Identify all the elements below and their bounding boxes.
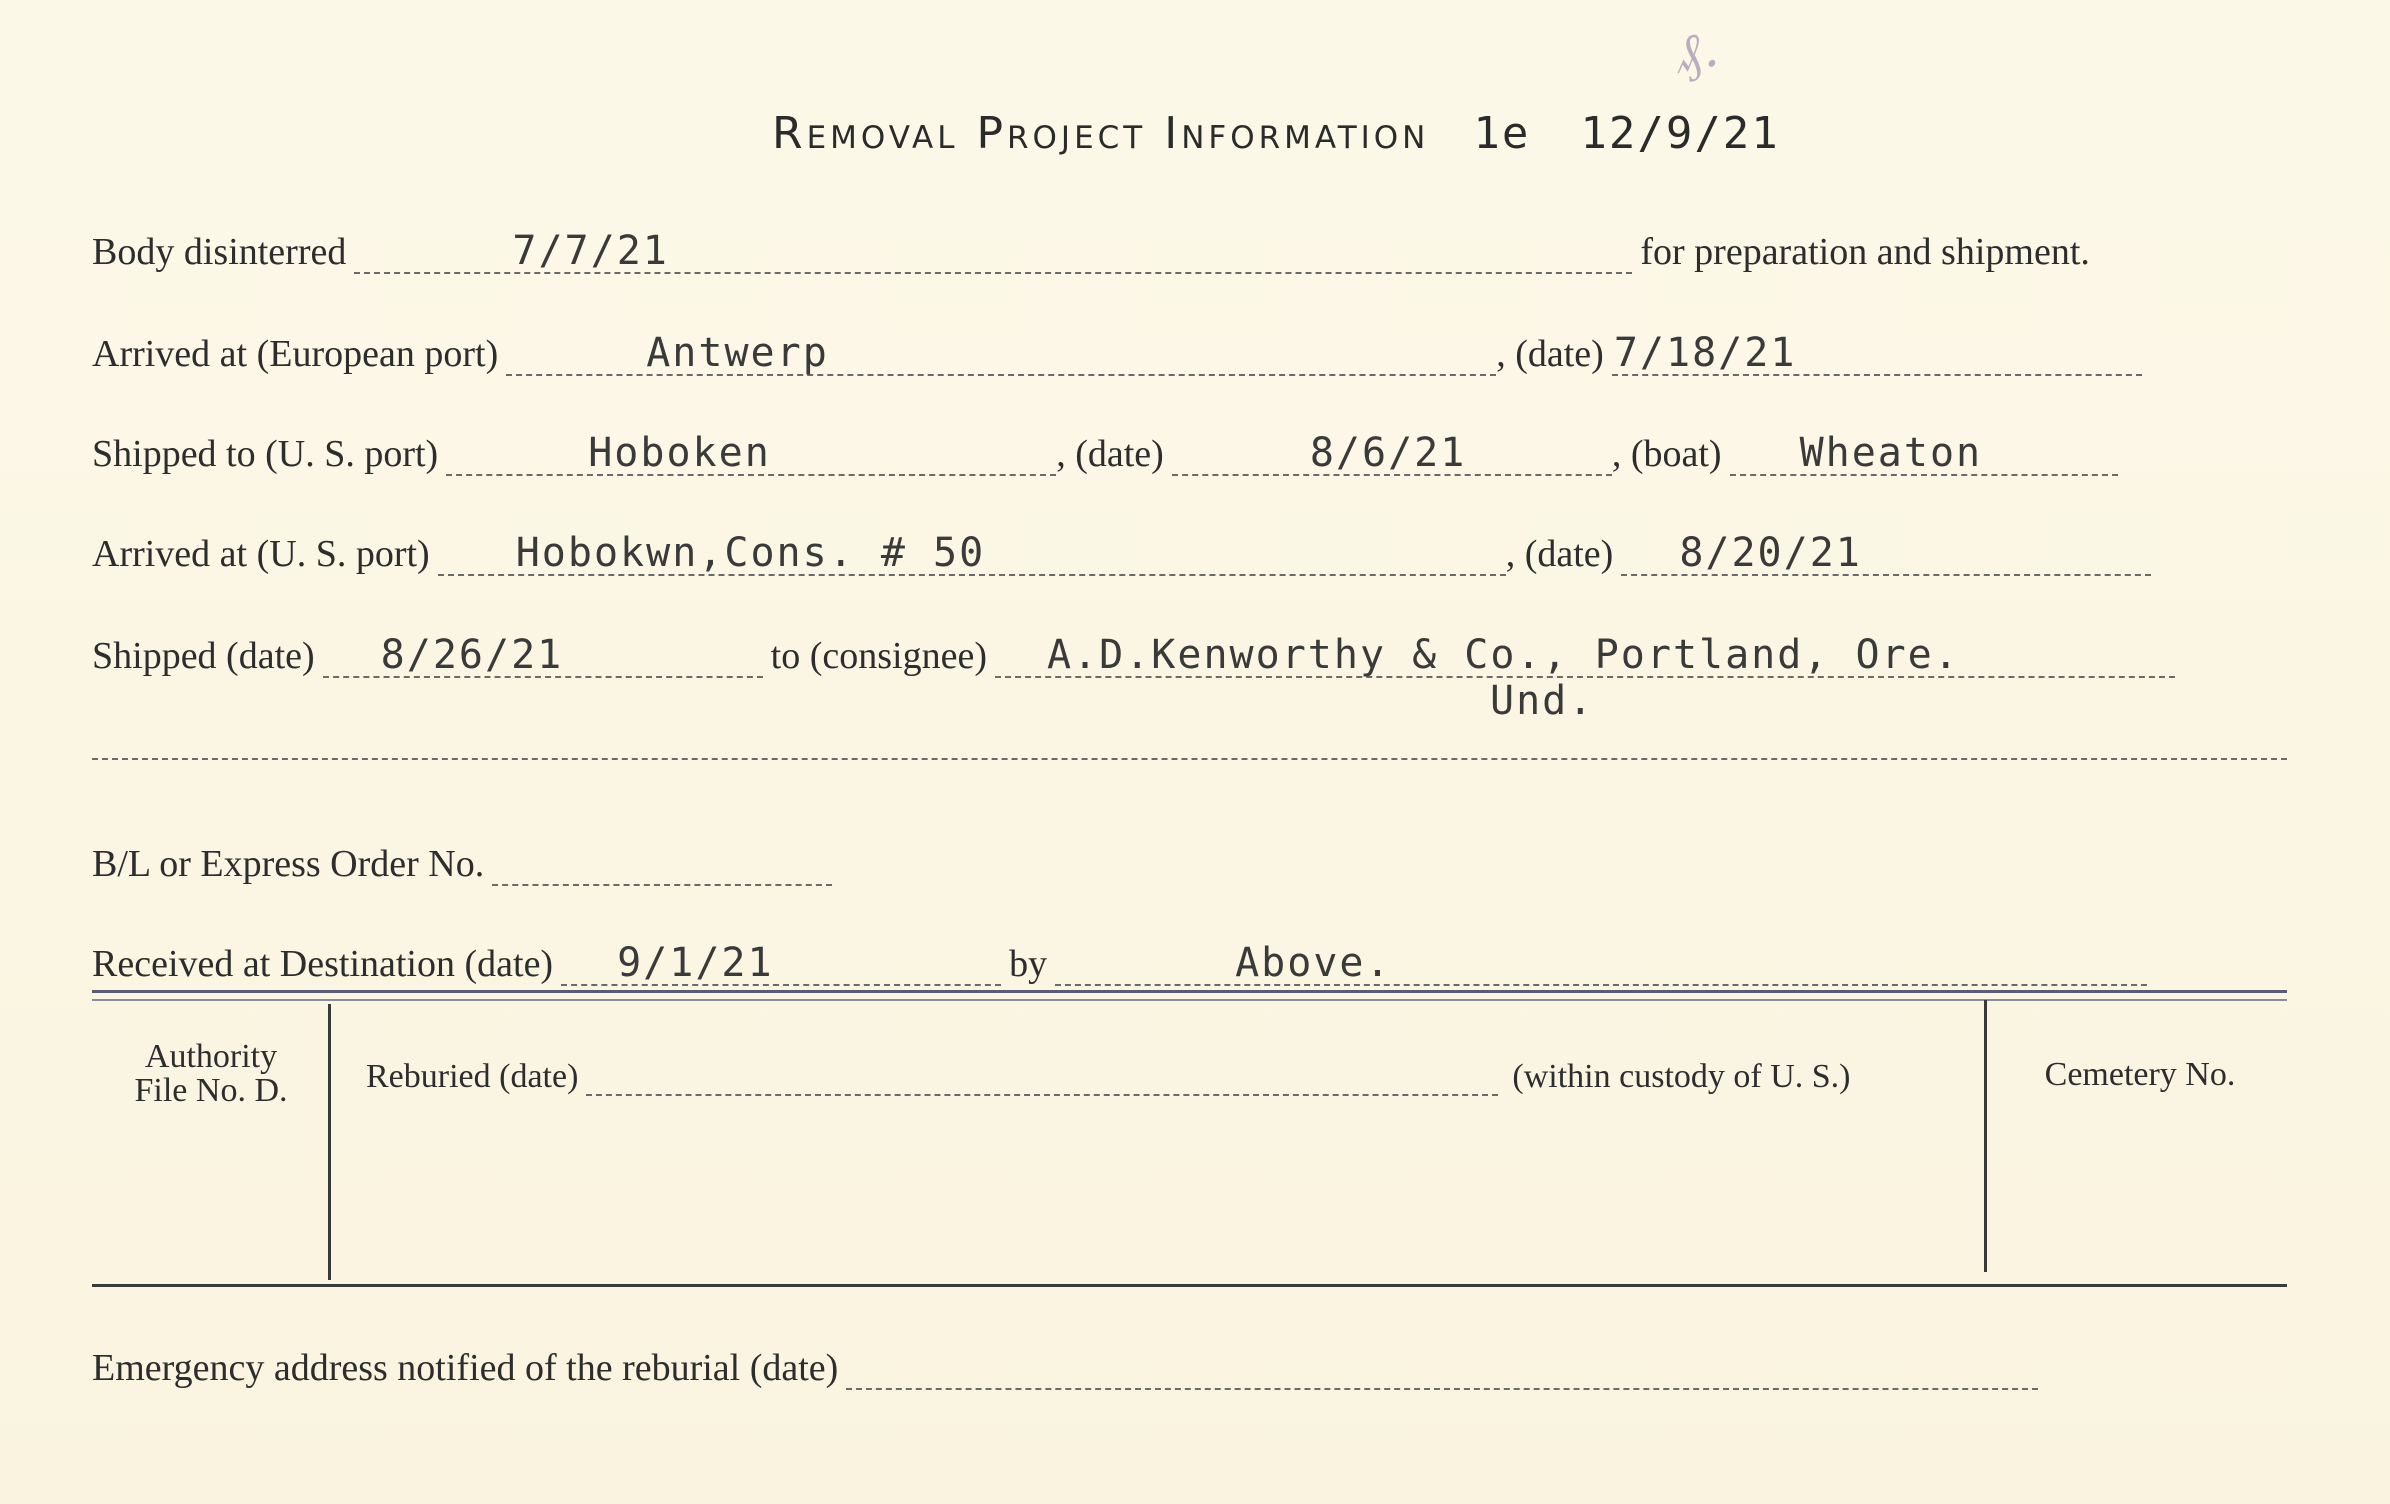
label-received: Received at Destination (date)	[92, 943, 554, 985]
field-arrived-europe[interactable]	[506, 330, 1496, 376]
row-arrived-europe	[92, 316, 2292, 376]
value-arrived-us-date: 8/20/21	[1679, 530, 1862, 576]
row-shipped-us	[92, 416, 2292, 476]
row-arrived-us	[92, 516, 2292, 576]
table-bottom-rule	[92, 1284, 2287, 1287]
value-received-date: 9/1/21	[617, 940, 774, 986]
field-shipped-us-date[interactable]	[1172, 430, 1612, 476]
label-disinterred-suffix: for preparation and shipment.	[1640, 231, 2090, 273]
value-received-by: Above.	[1235, 940, 1392, 986]
value-arrived-europe: Antwerp	[646, 330, 829, 376]
label-disinterred: Body disinterred	[92, 231, 347, 273]
label-consignee: to (consignee)	[770, 635, 987, 677]
field-reburied[interactable]	[586, 1064, 1498, 1096]
value-shipped-us: Hoboken	[588, 430, 771, 476]
row-reburied	[366, 1058, 1859, 1096]
field-consignee[interactable]	[995, 632, 2175, 678]
label-arrived-europe: Arrived at (European port)	[92, 333, 499, 375]
value-consignee-line2: Und.	[1490, 678, 1595, 724]
label-reburied: Reburied (date)	[366, 1058, 579, 1095]
field-disinterred[interactable]	[354, 228, 1632, 274]
field-received-date[interactable]	[561, 940, 1001, 986]
label-arrived-us: Arrived at (U. S. port)	[92, 533, 430, 575]
value-arrived-europe-date: 7/18/21	[1613, 330, 1797, 376]
field-shipped-us[interactable]	[446, 430, 1056, 476]
row-received	[92, 926, 2292, 986]
row-shipped	[92, 618, 2292, 678]
field-emergency[interactable]	[846, 1350, 2038, 1390]
label-shipped-us-date: , (date)	[1056, 433, 1164, 475]
field-arrived-us-date[interactable]	[1621, 530, 2151, 576]
label-cemetery-no: Cemetery No.	[2044, 1056, 2236, 1093]
label-shipped-us: Shipped to (U. S. port)	[92, 433, 439, 475]
header-code: 1e	[1473, 108, 1531, 159]
value-disinterred: 7/7/21	[512, 228, 669, 274]
table-top-rule	[92, 990, 2287, 1001]
value-shipped-us-date: 8/6/21	[1309, 430, 1467, 476]
label-shipped: Shipped (date)	[92, 635, 315, 677]
label-custody: (within custody of U. S.)	[1512, 1058, 1851, 1095]
header-title: Removal Project Information	[772, 108, 1430, 159]
field-received-by[interactable]	[1055, 940, 2147, 986]
field-arrived-europe-date[interactable]	[1612, 330, 2142, 376]
value-shipped-date: 8/26/21	[380, 632, 564, 678]
label-shipped-us-boat: , (boat)	[1611, 433, 1722, 475]
field-bl[interactable]	[492, 846, 832, 886]
value-consignee: A.D.Kenworthy & Co., Portland, Ore.	[1046, 632, 1960, 678]
label-bl: B/L or Express Order No.	[92, 843, 485, 885]
row-emergency	[92, 1330, 2292, 1390]
corner-pencil-mark: ₰.	[1669, 18, 1724, 86]
value-shipped-us-boat: Wheaton	[1799, 430, 1983, 476]
table-divider-left	[328, 1004, 331, 1280]
label-emergency: Emergency address notified of the reburial (date)	[92, 1347, 839, 1389]
value-arrived-us: Hobokwn,Cons. # 50	[515, 530, 986, 576]
row-disinterred	[92, 214, 2292, 274]
header-date: 12/9/21	[1580, 108, 1780, 159]
row-bl	[92, 826, 2292, 886]
label-authority-file: Authority File No. D.	[134, 1038, 288, 1109]
blank-dashed-line	[92, 758, 2287, 760]
field-arrived-us[interactable]	[438, 530, 1506, 576]
label-arrived-europe-date: , (date)	[1496, 333, 1604, 375]
label-received-by: by	[1009, 943, 1048, 985]
card-header	[772, 108, 1780, 159]
table-divider-right	[1984, 1000, 1987, 1272]
field-shipped-date[interactable]	[323, 632, 763, 678]
field-shipped-us-boat[interactable]	[1730, 430, 2118, 476]
label-arrived-us-date: , (date)	[1505, 533, 1614, 575]
